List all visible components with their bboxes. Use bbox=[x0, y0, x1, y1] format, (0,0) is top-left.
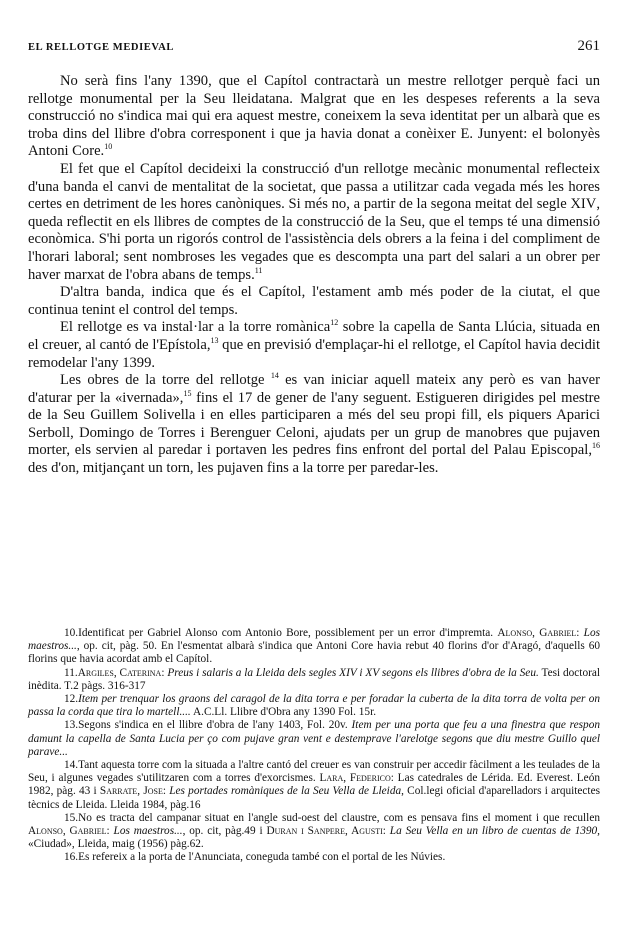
running-head: EL RELLOTGE MEDIEVAL bbox=[28, 42, 175, 53]
footnotes bbox=[28, 627, 600, 865]
footnote-12: 12.Item per trenquar los graons del caragol de la dita torra e per foradar la cuberta de la dita torra de volta per on passa la corda que tira lo martell.... A.C.Ll. Llibre d'Obra any 1390 Fol. 15r. bbox=[28, 693, 600, 719]
footnote-ref-11: 11 bbox=[254, 265, 263, 275]
paragraph-5: Les obres de la torre del rellotge $^{14}$ es van iniciar aquell mateix any però es van haver d'aturar per la «ivernada»,$^{15}$ fins el 17 de gener de l'any seguent. Estigueren dirigides pel mestre de la Seu Guillem Solivella i en elles participaren a més del seu propi fill, els piquers Aparici Serboll, Domingo de Torres i Berenguer Celoni, ajudats per un grup de manobres que pujaven morter, els servien al paredar i portaven les pedres fins enfront del portal del Palau Episcopal,$^{16}$ des d'on, mitjançant un torn, les pujaven fins a la torre per paredar-les. bbox=[28, 371, 600, 477]
footnote-15: 15.No es tracta del campanar situat en l'angle sud-oest del claustre, com es pensava fins el moment i que recullen Alonso, Gabriel: Los maestros..., op. cit, pàg.49 i Duran i Sanpere, Agusti: La Seu Vella en un libro de cuentas de 1390, «Ciudad», Lleida, maig (1956) pàg.62. bbox=[28, 811, 601, 851]
footnote-ref-15: 15 bbox=[183, 388, 192, 398]
footnote-ref-16: 16 bbox=[592, 441, 600, 451]
paragraph-4: El rellotge es va instal·lar a la torre romànica$^{12}$ sobre la capella de Santa Llúcia, situada en el creuer, al cantó de l'Epístola,$^{13}$ que en previsió d'emplaçar-hi el rellotge, el Capítol havia decidit remodelar l'any 1399. bbox=[28, 318, 601, 371]
footnote-ref-13: 13 bbox=[210, 336, 219, 346]
paragraph-2: El fet que el Capítol decideixi la construcció d'un rellotge mecànic monumental reflecteix d'una banda el canvi de mentalitat de la societat, que passa a utilitzar cada vegada més les hores certes en detriment de les hores canòniques. Si més no, a partir de la segona meitat del segle XIV, queda reflectit en els llibres de comptes de la construcció de la Seu, que el temps té una dimensió econòmica. S'hi porta un rigorós control de l'assistència dels obrers a la feina i del compliment de l'horari laboral; sent nombroses les vegades que es descompta una part del salari a un obrer per haver marxat de l'obra abans de temps.$^{11}$ bbox=[28, 160, 600, 283]
footnote-11: 11.Argiles, Caterina: Preus i salaris a la Lleida dels segles XIV i XV segons els llibres d'obra de la Seu. Tesi doctoral inèdita. T.2 pàgs. 316-317 bbox=[28, 666, 601, 692]
footnote-10: 10.Identificat per Gabriel Alonso com Antonio Bore, possiblement per un error d'impremta. Alonso, Gabriel: Los maestros..., op. cit, pàg. 50. En l'esmentat albarà s'indica que Antoni Core havia rebut 40 florins d'or d'Aragó, d'aquells 60 florins que havia acordat amb el Capítol. bbox=[28, 627, 600, 666]
page-number: 261 bbox=[577, 38, 600, 54]
main-text bbox=[28, 73, 600, 478]
footnote-ref-14: 14 bbox=[270, 371, 279, 381]
century-numeral: XIV bbox=[570, 196, 597, 213]
footnote-ref-12: 12 bbox=[330, 318, 339, 328]
footnote-16: 16.Es refereix a la porta de l'Anunciata, coneguda també con el portal de les Núvies. bbox=[64, 851, 446, 864]
footnote-ref-10: 10 bbox=[104, 142, 113, 152]
footnote-13: 13.Segons s'indica en el llibre d'obra de l'any 1403, Fol. 20v. Item per una porta que feu a una finestra que respon damunt la capella de Santa Lucia per ço com pujave gran vent e destemprave l'arelotge segons que diu mestre Guillo quel parave... bbox=[28, 719, 600, 758]
paragraph-3: D'altra banda, indica que és el Capítol, l'estament amb més poder de la ciutat, el que continua tenint el control del temps. bbox=[28, 284, 600, 318]
page-header bbox=[28, 38, 600, 55]
footnote-14: 14.Tant aquesta torre com la situada a l'altre cantó del creuer es van construir per accedir fàcilment a les teulades de la Seu, i algunes vegades s'utilitzaren com a torres d'exorcismes. Lara, Federico: Las catedrales de Lérida. Ed. Everest. León 1982, pàg. 43 i Sarrate, Jose: Les portades romàniques de la Seu Vella de Lleida, Col.legi oficial d'aparelladors i arquitectes tècnics de Lleida. Lleida 1984, pàg.16 bbox=[28, 759, 600, 811]
paragraph-1: No serà fins l'any 1390, que el Capítol contractarà un mestre rellotger perquè faci un rellotge monumental per la Seu lleidatana. Malgrat que en les despeses referents a la seva construcció no s'indica mai qui era aquest mestre, coneixem la seva identitat per un albarà que es troba dins del llibre d'obra corresponent i que ja havia donat a conèixer E. Junyent: el bolonyès Antoni Core.$^{10}$ bbox=[28, 73, 600, 160]
